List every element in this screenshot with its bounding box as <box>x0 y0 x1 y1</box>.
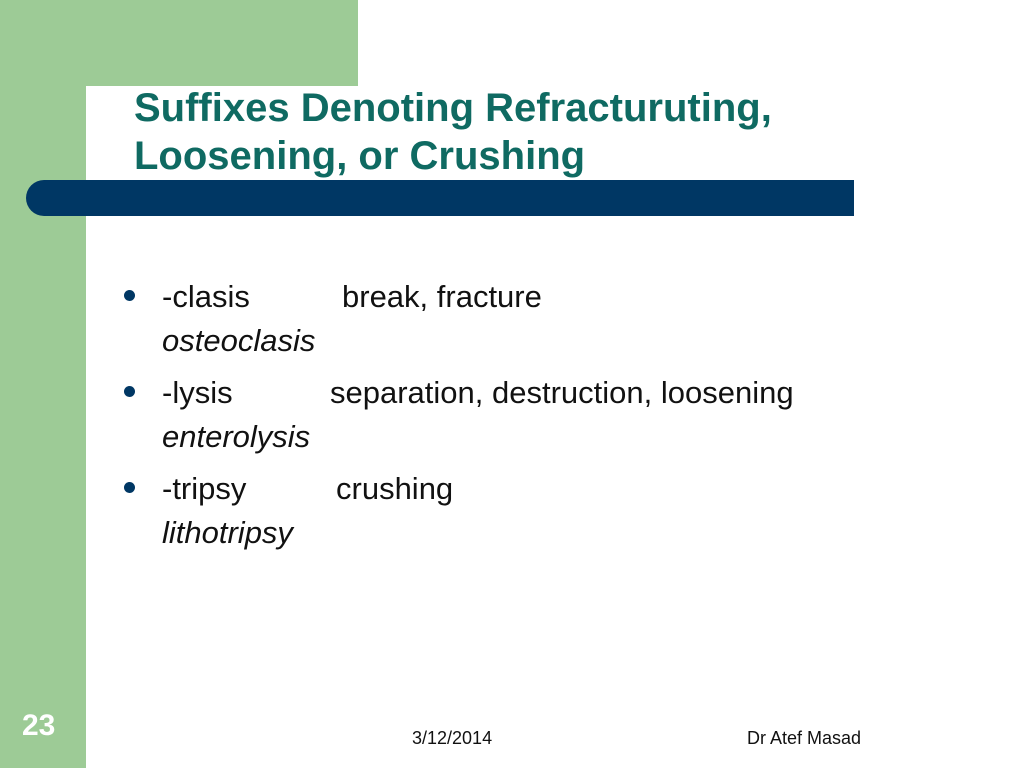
suffix-term: -lysis <box>162 375 233 410</box>
footer-date: 3/12/2014 <box>412 728 493 748</box>
slide-number: 23 <box>22 709 56 742</box>
bullet-icon <box>124 482 135 493</box>
suffix-list <box>120 276 794 564</box>
bullet-icon <box>124 290 135 301</box>
green-top-band <box>0 0 358 86</box>
slide-title <box>134 84 894 180</box>
list-item-tripsy <box>120 468 794 556</box>
suffix-example: osteoclasis <box>162 323 316 358</box>
title-line-2: Loosening, or Crushing <box>134 134 586 178</box>
suffix-example: enterolysis <box>162 419 311 454</box>
footer-author: Dr Atef Masad <box>747 728 862 748</box>
suffix-example: lithotripsy <box>162 515 293 550</box>
title-underline-bar <box>26 180 854 216</box>
bullet-icon <box>124 386 135 397</box>
list-item-lysis <box>120 372 794 460</box>
suffix-term: -tripsy <box>162 471 247 506</box>
suffix-meaning: separation, destruction, loosening <box>330 375 794 410</box>
list-item-clasis <box>120 276 794 364</box>
title-line-1: Suffixes Denoting Refracturuting, <box>134 86 772 130</box>
green-sidebar <box>0 0 86 768</box>
suffix-meaning: break, fracture <box>342 279 542 314</box>
suffix-meaning: crushing <box>336 471 454 506</box>
suffix-term: -clasis <box>162 279 250 314</box>
